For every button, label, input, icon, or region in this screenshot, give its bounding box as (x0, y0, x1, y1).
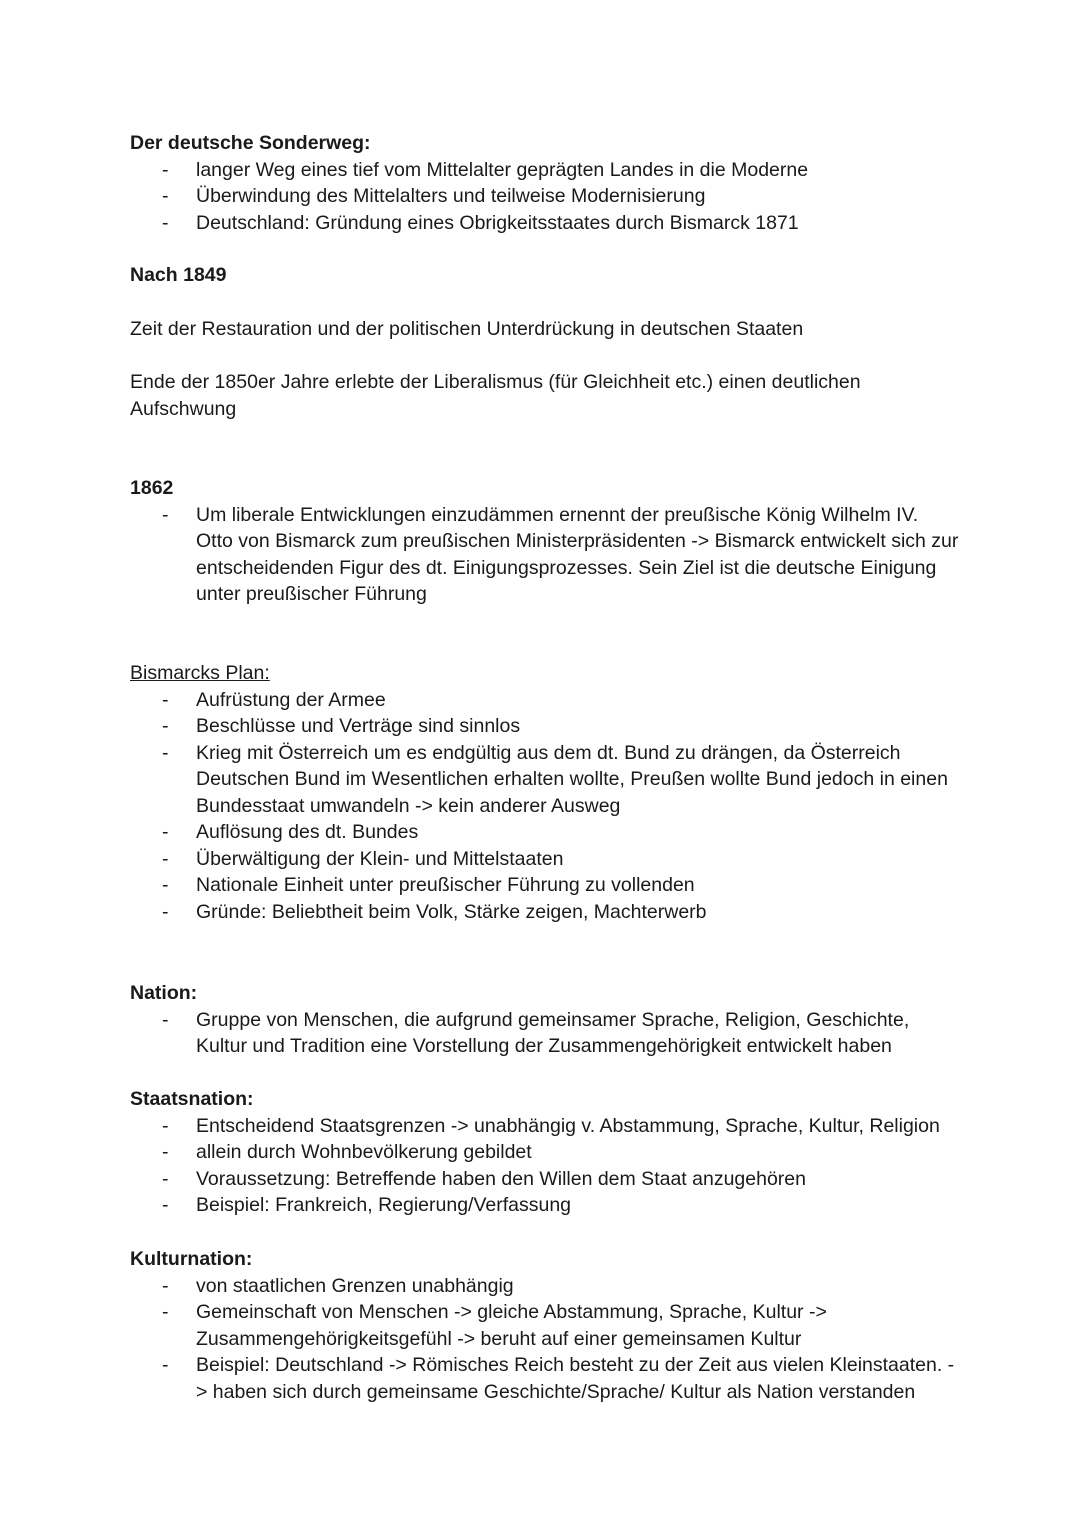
list-1862 (130, 502, 960, 608)
paragraph-liberalismus (130, 369, 890, 422)
heading-bismarcks-plan: Bismarcks Plan: (130, 662, 270, 684)
list-item: - Deutschland: Gründung eines Obrigkeitsstaates durch Bismarck 1871 (130, 210, 960, 237)
heading-nach-1849: Nach 1849 (130, 264, 227, 286)
list-item: - Aufrüstung der Armee (130, 687, 960, 714)
section-sonderweg (130, 130, 960, 236)
list-item: - Beschlüsse und Verträge sind sinnlos (130, 713, 960, 740)
list-item: - Entscheidend Staatsgrenzen -> unabhängig v. Abstammung, Sprache, Kultur, Religion (130, 1113, 960, 1140)
list-item: - Krieg mit Österreich um es endgültig aus dem dt. Bund zu drängen, da Österreich Deutschen Bund im Wesentlichen erhalten wollte, Preußen wollte Bund jedoch in einen Bundesstaat umwandeln -> kein anderer Ausweg (130, 740, 960, 820)
list-item: - von staatlichen Grenzen unabhängig (130, 1273, 960, 1300)
list-item: - Voraussetzung: Betreffende haben den Willen dem Staat anzugehören (130, 1166, 960, 1193)
list-nation (130, 1007, 960, 1060)
list-item: - Überwindung des Mittelalters und teilweise Modernisierung (130, 183, 960, 210)
paragraph: Zeit der Restauration und der politischen Unterdrückung in deutschen Staaten (130, 318, 804, 340)
list-kulturnation (130, 1273, 960, 1406)
list-sonderweg (130, 157, 960, 237)
list-item: - Gemeinschaft von Menschen -> gleiche Abstammung, Sprache, Kultur -> Zusammengehörigkeitsgefühl -> beruht auf einer gemeinsamen Kultur (130, 1299, 960, 1352)
section-nach-1849 (130, 262, 960, 289)
section-nation (130, 980, 960, 1060)
paragraph: Ende der 1850er Jahre erlebte der Liberalismus (für Gleichheit etc.) einen deutlichen Aufschwung (130, 371, 861, 420)
list-item: - Auflösung des dt. Bundes (130, 819, 960, 846)
section-bismarcks-plan (130, 660, 960, 925)
list-item: - Überwältigung der Klein- und Mittelstaaten (130, 846, 960, 873)
list-bismarcks-plan (130, 687, 960, 926)
list-item: - allein durch Wohnbevölkerung gebildet (130, 1139, 960, 1166)
heading-staatsnation: Staatsnation: (130, 1088, 254, 1110)
paragraph-restauration (130, 316, 960, 343)
list-item: - Beispiel: Frankreich, Regierung/Verfassung (130, 1192, 960, 1219)
list-item: - langer Weg eines tief vom Mittelalter geprägten Landes in die Moderne (130, 157, 960, 184)
list-item: - Nationale Einheit unter preußischer Führung zu vollenden (130, 872, 960, 899)
list-item: - Gründe: Beliebtheit beim Volk, Stärke zeigen, Machterwerb (130, 899, 960, 926)
heading-nation: Nation: (130, 982, 198, 1004)
heading-kulturnation: Kulturnation: (130, 1248, 253, 1270)
list-staatsnation (130, 1113, 960, 1219)
section-kulturnation (130, 1246, 960, 1405)
list-item: - Gruppe von Menschen, die aufgrund gemeinsamer Sprache, Religion, Geschichte, Kultur und Tradition eine Vorstellung der Zusammengehörigkeit entwickelt haben (130, 1007, 960, 1060)
heading-1862: 1862 (130, 477, 174, 499)
heading-sonderweg: Der deutsche Sonderweg: (130, 132, 371, 154)
section-staatsnation (130, 1086, 960, 1219)
list-item: - Um liberale Entwicklungen einzudämmen ernennt der preußische König Wilhelm IV. Otto von Bismarck zum preußischen Ministerpräsidenten -> Bismarck entwickelt sich zur entscheidenden Figur des dt. Einigungsprozesses. Sein Ziel ist die deutsche Einigung unter preußischer Führung (130, 502, 960, 608)
section-1862 (130, 475, 960, 608)
list-item: - Beispiel: Deutschland -> Römisches Reich besteht zu der Zeit aus vielen Kleinstaaten. -> haben sich durch gemeinsame Geschichte/Sprache/ Kultur als Nation verstanden (130, 1352, 960, 1405)
